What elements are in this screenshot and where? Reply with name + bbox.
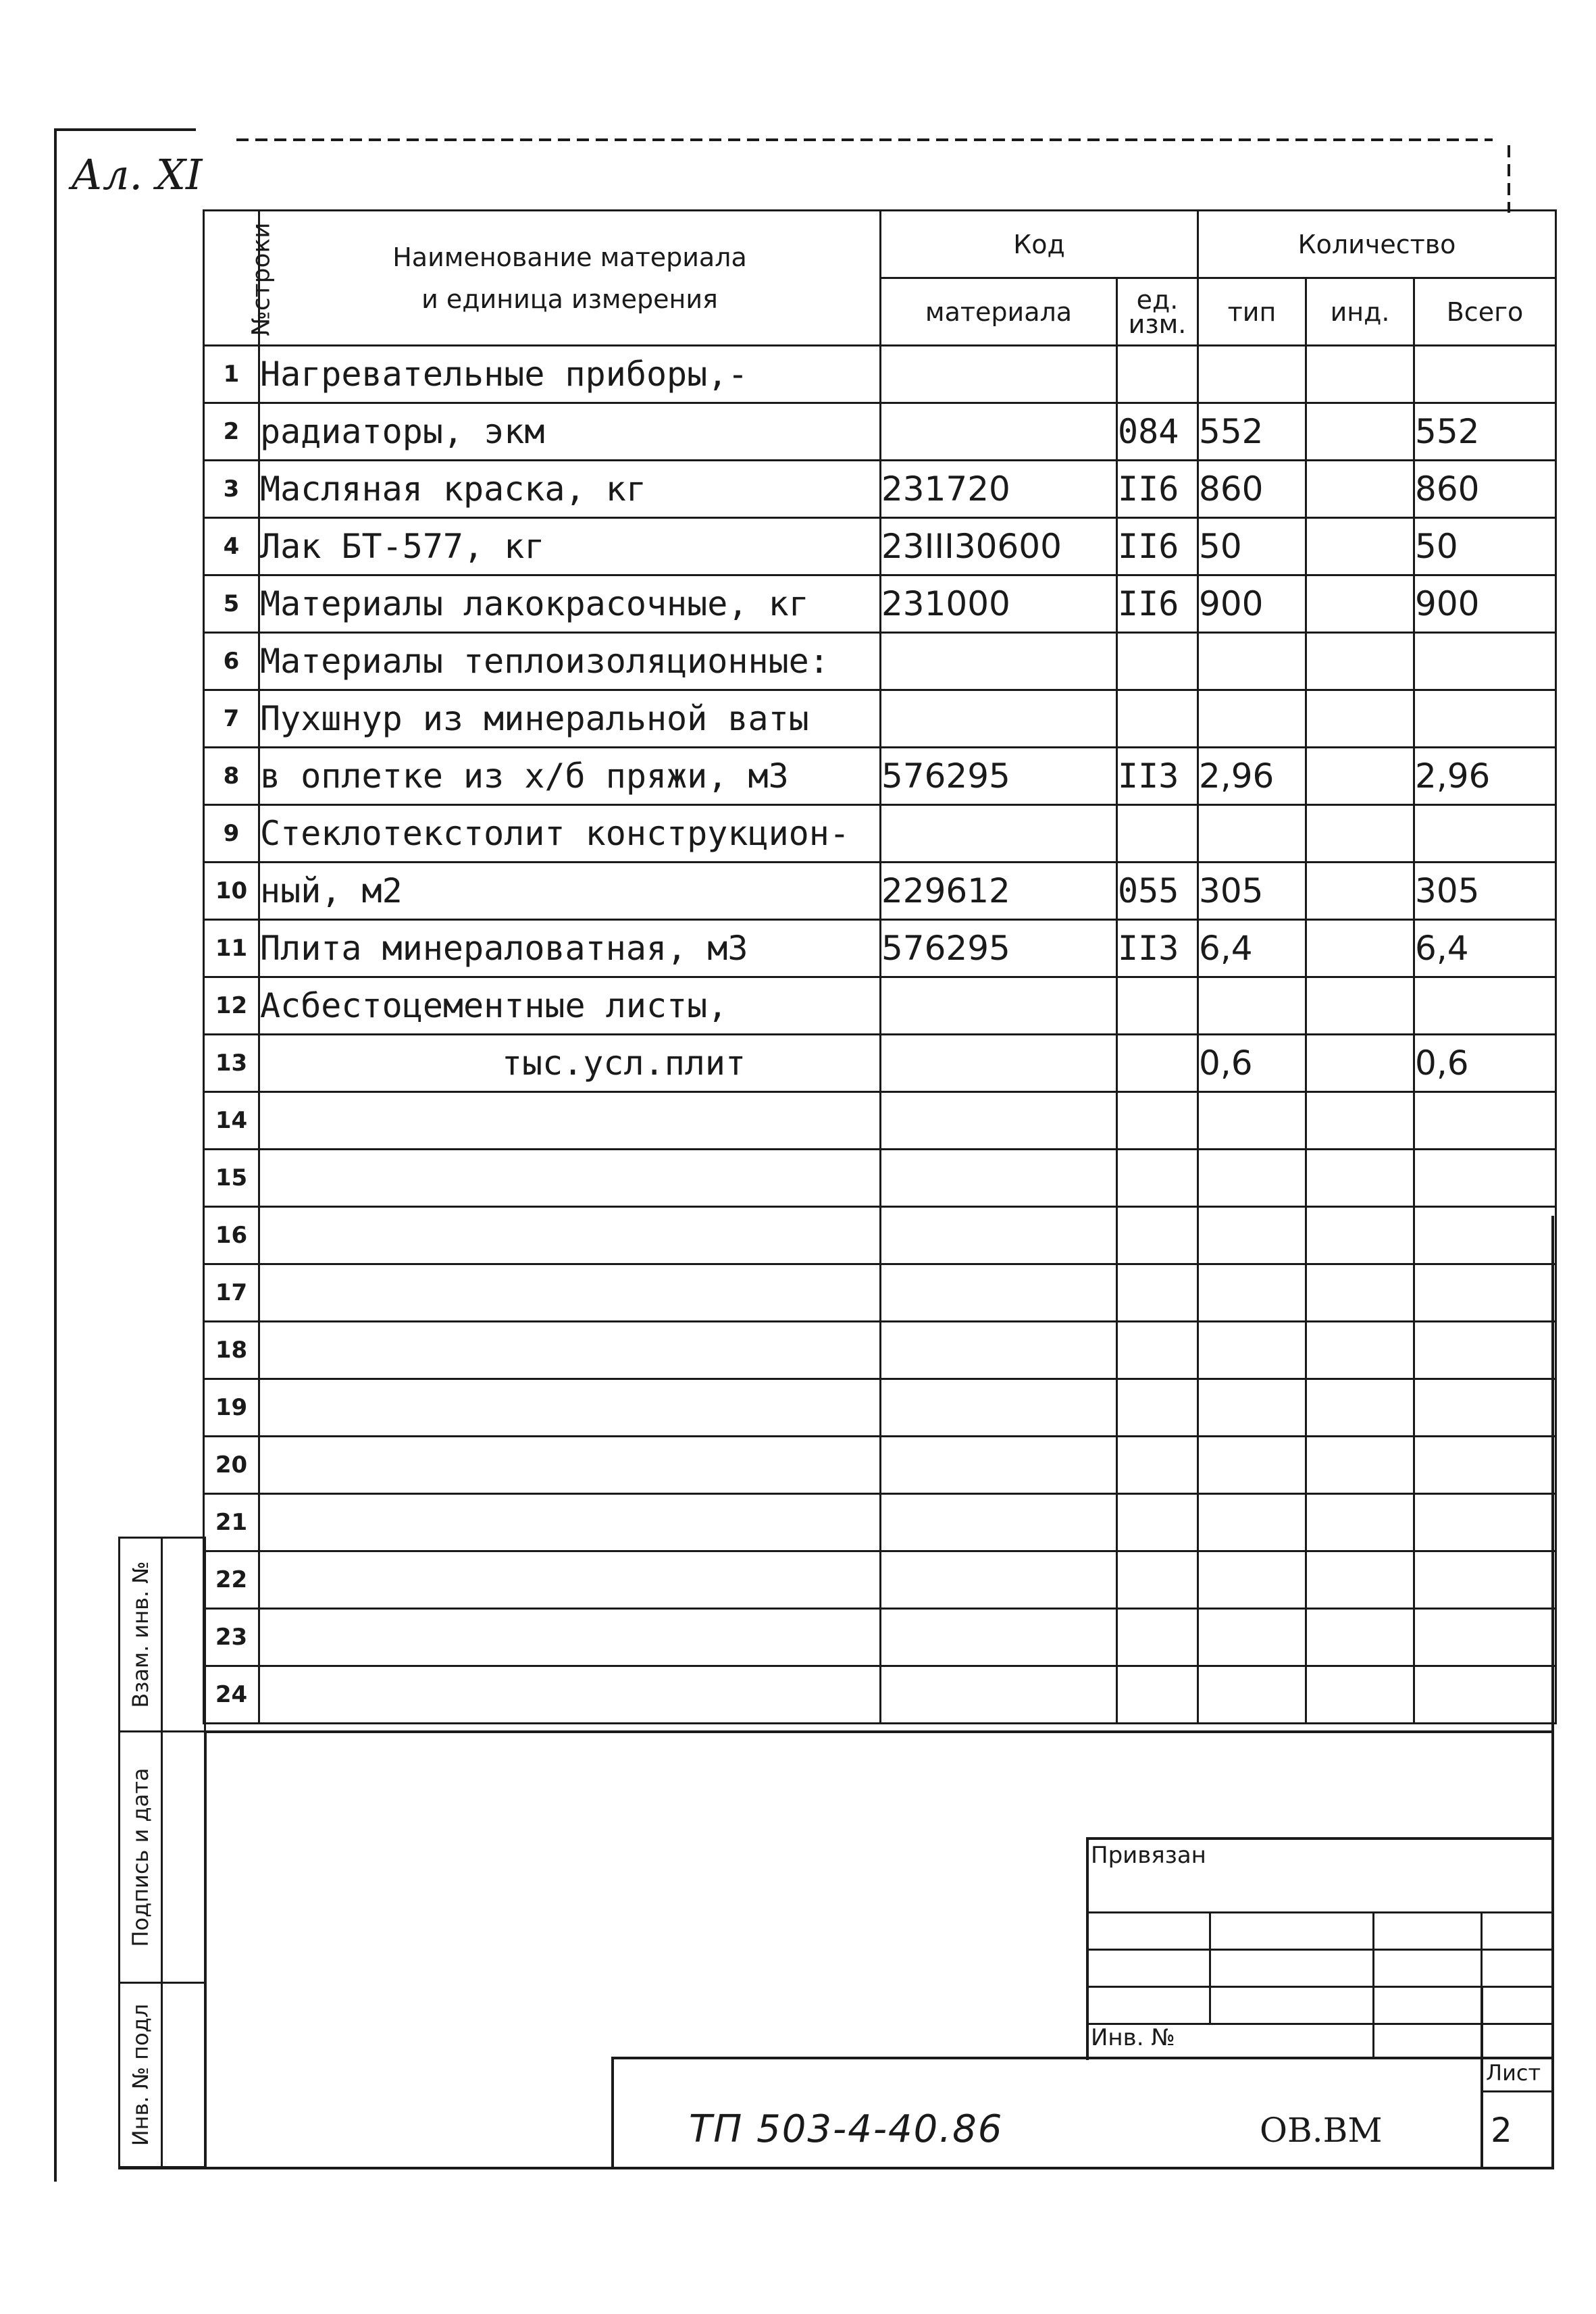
qty-total: 50 xyxy=(1414,518,1556,575)
row-number: 3 xyxy=(204,461,259,518)
row-number: 4 xyxy=(204,518,259,575)
unit-code: II6 xyxy=(1117,518,1198,575)
frame-top-line xyxy=(54,128,196,131)
table-row xyxy=(204,748,1556,805)
qty-ind xyxy=(1306,1551,1414,1609)
qty-ind xyxy=(1306,1437,1414,1494)
qty-ind xyxy=(1306,461,1414,518)
side-box-inv-podl xyxy=(118,1982,206,2168)
qty-type: 0,6 xyxy=(1198,1035,1306,1092)
qty-total: 900 xyxy=(1414,575,1556,633)
qty-total xyxy=(1414,1379,1556,1437)
row-number: 8 xyxy=(204,748,259,805)
privyazan-row-line-1 xyxy=(1086,1911,1553,1913)
qty-total xyxy=(1414,690,1556,748)
qty-total xyxy=(1414,1551,1556,1609)
qty-type xyxy=(1198,1150,1306,1207)
qty-ind xyxy=(1306,748,1414,805)
qty-ind xyxy=(1306,1150,1414,1207)
material-code: 231720 xyxy=(881,461,1117,518)
qty-type xyxy=(1198,1666,1306,1724)
material-name: тыс.усл.плит xyxy=(259,1035,881,1092)
table-row xyxy=(204,1264,1556,1322)
list-cell-left-line xyxy=(1481,1986,1483,2168)
header-qty-type: тип xyxy=(1198,278,1306,346)
material-name xyxy=(259,1264,881,1322)
table-row xyxy=(204,403,1556,461)
material-code xyxy=(881,690,1117,748)
material-code xyxy=(881,1437,1117,1494)
privyazan-label: Привязан xyxy=(1091,1842,1206,1869)
unit-code xyxy=(1117,1092,1198,1150)
table-row xyxy=(204,1322,1556,1379)
qty-type xyxy=(1198,633,1306,690)
material-name xyxy=(259,1494,881,1551)
unit-code: II6 xyxy=(1117,575,1198,633)
unit-code xyxy=(1117,1035,1198,1092)
qty-type xyxy=(1198,690,1306,748)
material-code xyxy=(881,977,1117,1035)
qty-type: 50 xyxy=(1198,518,1306,575)
material-code: 23III30600 xyxy=(881,518,1117,575)
unit-code xyxy=(1117,1264,1198,1322)
header-code-material: материала xyxy=(881,278,1117,346)
material-name: Стеклотекстолит конструкцион- xyxy=(259,805,881,863)
material-code xyxy=(881,805,1117,863)
materials-table xyxy=(203,209,1557,1724)
qty-ind xyxy=(1306,1035,1414,1092)
qty-total xyxy=(1414,1150,1556,1207)
header-code: Код xyxy=(881,211,1198,278)
table-row xyxy=(204,1379,1556,1437)
qty-ind xyxy=(1306,1379,1414,1437)
unit-code xyxy=(1117,1609,1198,1666)
title-block-top-line xyxy=(611,2057,1553,2059)
table-row xyxy=(204,1035,1556,1092)
privyazan-col-line-3 xyxy=(1481,1911,1483,1987)
unit-code: 084 xyxy=(1117,403,1198,461)
material-code: 576295 xyxy=(881,920,1117,977)
list-cell-mid-line xyxy=(1481,2090,1553,2092)
privyazan-top-line xyxy=(1086,1837,1553,1840)
table-row xyxy=(204,461,1556,518)
row-number: 9 xyxy=(204,805,259,863)
row-number: 21 xyxy=(204,1494,259,1551)
document-number: ТП 503-4-40.86 xyxy=(689,2107,1004,2151)
qty-total xyxy=(1414,1437,1556,1494)
row-number: 24 xyxy=(204,1666,259,1724)
qty-type xyxy=(1198,977,1306,1035)
material-code xyxy=(881,1150,1117,1207)
material-name: Пухшнур из минеральной ваты xyxy=(259,690,881,748)
qty-type xyxy=(1198,1322,1306,1379)
document-code: ОВ.ВМ xyxy=(1260,2111,1383,2150)
header-qty-total: Всего xyxy=(1414,278,1556,346)
unit-code xyxy=(1117,633,1198,690)
qty-total xyxy=(1414,1264,1556,1322)
qty-total xyxy=(1414,1092,1556,1150)
material-code xyxy=(881,1264,1117,1322)
table-row xyxy=(204,920,1556,977)
table-row xyxy=(204,1437,1556,1494)
table-row xyxy=(204,863,1556,920)
row-number: 1 xyxy=(204,346,259,403)
frame-left-line xyxy=(54,128,57,2182)
qty-ind xyxy=(1306,518,1414,575)
row-number: 12 xyxy=(204,977,259,1035)
bottom-area-top-line xyxy=(204,1730,1553,1733)
bottom-area-left-line xyxy=(204,1730,207,2168)
table-row xyxy=(204,1207,1556,1264)
qty-total xyxy=(1414,1666,1556,1724)
table-row xyxy=(204,1494,1556,1551)
sheet-tag: Ал. XI xyxy=(71,150,203,199)
unit-code xyxy=(1117,1150,1198,1207)
table-row xyxy=(204,518,1556,575)
side-box-podpis xyxy=(118,1730,206,1984)
material-name xyxy=(259,1379,881,1437)
unit-code: 055 xyxy=(1117,863,1198,920)
qty-type xyxy=(1198,1437,1306,1494)
material-name: радиаторы, экм xyxy=(259,403,881,461)
unit-code xyxy=(1117,1437,1198,1494)
qty-ind xyxy=(1306,1264,1414,1322)
row-number: 10 xyxy=(204,863,259,920)
material-code xyxy=(881,403,1117,461)
qty-type xyxy=(1198,1207,1306,1264)
table-row xyxy=(204,805,1556,863)
row-number: 17 xyxy=(204,1264,259,1322)
unit-code xyxy=(1117,977,1198,1035)
row-number: 22 xyxy=(204,1551,259,1609)
side-box-vzam xyxy=(118,1537,206,1732)
qty-ind xyxy=(1306,690,1414,748)
frame-top-dashed-line xyxy=(236,138,1493,141)
material-code xyxy=(881,1035,1117,1092)
material-code xyxy=(881,1379,1117,1437)
qty-ind xyxy=(1306,920,1414,977)
row-number: 15 xyxy=(204,1150,259,1207)
title-block-left-line xyxy=(611,2057,614,2168)
qty-ind xyxy=(1306,1322,1414,1379)
material-code xyxy=(881,1494,1117,1551)
qty-type: 2,96 xyxy=(1198,748,1306,805)
qty-type xyxy=(1198,805,1306,863)
qty-ind xyxy=(1306,805,1414,863)
qty-ind xyxy=(1306,977,1414,1035)
qty-type: 552 xyxy=(1198,403,1306,461)
material-code xyxy=(881,1609,1117,1666)
qty-total xyxy=(1414,346,1556,403)
material-code: 229612 xyxy=(881,863,1117,920)
material-code xyxy=(881,1322,1117,1379)
unit-code xyxy=(1117,1379,1198,1437)
material-name xyxy=(259,1551,881,1609)
frame-right-dashed-line xyxy=(1508,145,1510,213)
material-code xyxy=(881,633,1117,690)
unit-code: II3 xyxy=(1117,920,1198,977)
material-name xyxy=(259,1609,881,1666)
table-row xyxy=(204,1092,1556,1150)
header-row-no: №строки xyxy=(204,211,259,346)
header-name: Наименование материала и единица измерения xyxy=(259,211,881,346)
material-code xyxy=(881,1666,1117,1724)
unit-code: II6 xyxy=(1117,461,1198,518)
qty-type xyxy=(1198,346,1306,403)
material-name: Масляная краска, кг xyxy=(259,461,881,518)
unit-code xyxy=(1117,1322,1198,1379)
qty-total xyxy=(1414,1207,1556,1264)
inv-no-label: Инв. № xyxy=(1091,2024,1175,2051)
material-name xyxy=(259,1150,881,1207)
row-number: 20 xyxy=(204,1437,259,1494)
qty-total xyxy=(1414,977,1556,1035)
material-code xyxy=(881,1092,1117,1150)
qty-type: 860 xyxy=(1198,461,1306,518)
qty-type xyxy=(1198,1092,1306,1150)
qty-total xyxy=(1414,633,1556,690)
sheet-number: 2 xyxy=(1491,2111,1512,2150)
bottom-area-bottom-line xyxy=(118,2167,1554,2169)
material-code xyxy=(881,1551,1117,1609)
row-number: 19 xyxy=(204,1379,259,1437)
row-number: 11 xyxy=(204,920,259,977)
material-name xyxy=(259,1322,881,1379)
qty-ind xyxy=(1306,1609,1414,1666)
privyazan-row-line-2 xyxy=(1086,1949,1553,1951)
qty-total xyxy=(1414,805,1556,863)
table-row xyxy=(204,575,1556,633)
qty-total: 2,96 xyxy=(1414,748,1556,805)
table-row xyxy=(204,1551,1556,1609)
table-row xyxy=(204,1609,1556,1666)
privyazan-col-line-1 xyxy=(1209,1911,1211,2023)
unit-code xyxy=(1117,805,1198,863)
qty-ind xyxy=(1306,1666,1414,1724)
material-name: Нагревательные приборы,- xyxy=(259,346,881,403)
side-label-inv-podl: Инв. № подл xyxy=(128,2003,153,2146)
qty-total: 552 xyxy=(1414,403,1556,461)
header-quantity: Количество xyxy=(1198,211,1556,278)
side-label-podpis: Подпись и дата xyxy=(128,1767,153,1947)
material-code xyxy=(881,346,1117,403)
qty-total xyxy=(1414,1494,1556,1551)
row-number: 14 xyxy=(204,1092,259,1150)
row-number: 16 xyxy=(204,1207,259,1264)
table-row xyxy=(204,1666,1556,1724)
material-name: Материалы теплоизоляционные: xyxy=(259,633,881,690)
unit-code xyxy=(1117,1207,1198,1264)
table-row xyxy=(204,690,1556,748)
row-number: 7 xyxy=(204,690,259,748)
material-name xyxy=(259,1092,881,1150)
qty-ind xyxy=(1306,1494,1414,1551)
qty-ind xyxy=(1306,1092,1414,1150)
qty-ind xyxy=(1306,863,1414,920)
unit-code xyxy=(1117,690,1198,748)
unit-code xyxy=(1117,1494,1198,1551)
qty-type: 305 xyxy=(1198,863,1306,920)
material-name: ный, м2 xyxy=(259,863,881,920)
qty-type xyxy=(1198,1609,1306,1666)
material-name: Материалы лакокрасочные, кг xyxy=(259,575,881,633)
header-qty-ind: инд. xyxy=(1306,278,1414,346)
material-name: Плита минераловатная, м3 xyxy=(259,920,881,977)
qty-type xyxy=(1198,1264,1306,1322)
unit-code: II3 xyxy=(1117,748,1198,805)
material-code xyxy=(881,1207,1117,1264)
material-name xyxy=(259,1666,881,1724)
qty-type xyxy=(1198,1551,1306,1609)
material-name: в оплетке из х/б пряжи, м3 xyxy=(259,748,881,805)
qty-total: 6,4 xyxy=(1414,920,1556,977)
material-name xyxy=(259,1207,881,1264)
unit-code xyxy=(1117,1551,1198,1609)
table-row xyxy=(204,346,1556,403)
qty-type xyxy=(1198,1494,1306,1551)
qty-ind xyxy=(1306,633,1414,690)
qty-total: 860 xyxy=(1414,461,1556,518)
material-name: Асбестоцементные листы, xyxy=(259,977,881,1035)
material-code: 576295 xyxy=(881,748,1117,805)
row-number: 13 xyxy=(204,1035,259,1092)
qty-total xyxy=(1414,1322,1556,1379)
row-number: 6 xyxy=(204,633,259,690)
header-code-unit: ед. изм. xyxy=(1117,278,1198,346)
privyazan-col-line-2 xyxy=(1372,1911,1374,2059)
row-number: 18 xyxy=(204,1322,259,1379)
qty-type xyxy=(1198,1379,1306,1437)
material-name: Лак БТ-577, кг xyxy=(259,518,881,575)
qty-ind xyxy=(1306,346,1414,403)
unit-code xyxy=(1117,346,1198,403)
qty-type: 900 xyxy=(1198,575,1306,633)
material-code: 231000 xyxy=(881,575,1117,633)
table-row xyxy=(204,977,1556,1035)
qty-ind xyxy=(1306,575,1414,633)
material-name xyxy=(259,1437,881,1494)
row-number: 23 xyxy=(204,1609,259,1666)
qty-total: 305 xyxy=(1414,863,1556,920)
unit-code xyxy=(1117,1666,1198,1724)
qty-ind xyxy=(1306,1207,1414,1264)
row-number: 5 xyxy=(204,575,259,633)
qty-total: 0,6 xyxy=(1414,1035,1556,1092)
row-number: 2 xyxy=(204,403,259,461)
list-label: Лист xyxy=(1486,2060,1541,2086)
qty-total xyxy=(1414,1609,1556,1666)
table-row xyxy=(204,633,1556,690)
table-row xyxy=(204,1150,1556,1207)
qty-ind xyxy=(1306,403,1414,461)
qty-type: 6,4 xyxy=(1198,920,1306,977)
privyazan-row-line-3 xyxy=(1086,1986,1553,1988)
side-label-vzam: Взам. инв. № xyxy=(128,1561,153,1708)
